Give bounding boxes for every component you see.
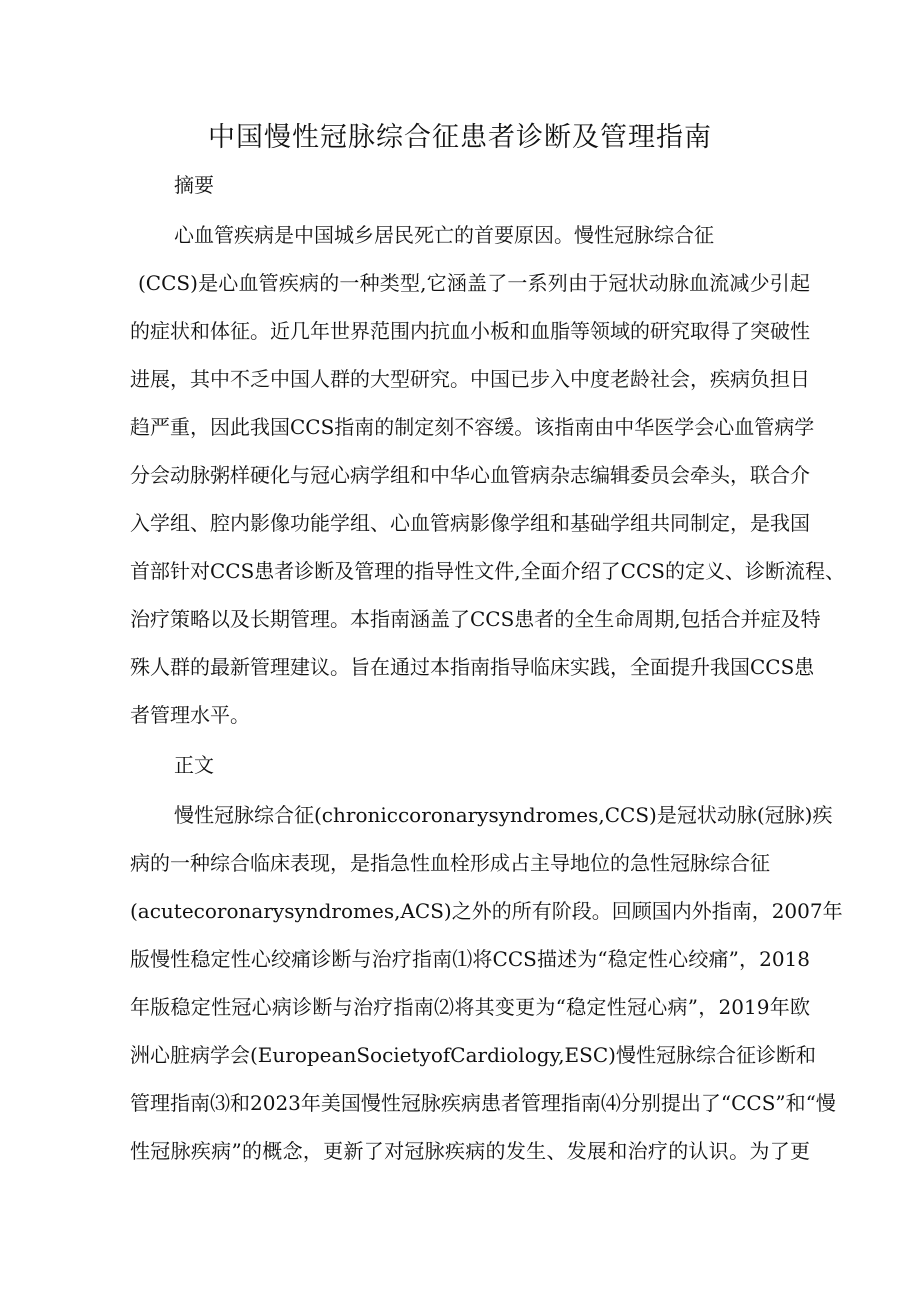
body-line: 慢性冠脉综合征(chroniccoronarysyndromes,CCS)是冠状动脉(冠脉)疾 (174, 803, 833, 827)
abstract-line: 分会动脉粥样硬化与冠心病学组和中华心血管病杂志编辑委员会牵头，联合介 (130, 463, 810, 487)
body-line: 管理指南⑶和2023年美国慢性冠脉疾病患者管理指南⑷分别提出了“CCS”和“慢 (130, 1091, 836, 1115)
document-title: 中国慢性冠脉综合征患者诊断及管理指南 (208, 122, 712, 153)
abstract-heading: 摘要 (174, 173, 214, 197)
abstract-line: 首部针对CCS患者诊断及管理的指导性文件,全面介绍了CCS的定义、诊断流程、 (130, 559, 845, 583)
abstract-line: 心血管疾病是中国城乡居民死亡的首要原因。慢性冠脉综合征 (174, 223, 714, 247)
abstract-line: 趋严重，因此我国CCS指南的制定刻不容缓。该指南由中华医学会心血管病学 (130, 415, 815, 439)
abstract-line: (CCS)是心血管疾病的一种类型,它涵盖了一系列由于冠状动脉血流减少引起 (138, 271, 810, 295)
body-line: 洲心脏病学会(EuropeanSocietyofCardiology,ESC)慢性冠脉综合征诊断和 (130, 1043, 816, 1067)
body-heading: 正文 (174, 753, 214, 777)
abstract-line: 殊人群的最新管理建议。旨在通过本指南指导临床实践，全面提升我国CCS患 (130, 655, 815, 679)
abstract-line: 入学组、腔内影像功能学组、心血管病影像学组和基础学组共同制定，是我国 (130, 511, 810, 535)
body-line: 版慢性稳定性心绞痛诊断与治疗指南⑴将CCS描述为“稳定性心绞痛”，2018 (130, 947, 810, 971)
body-line: 性冠脉疾病”的概念，更新了对冠脉疾病的发生、发展和治疗的认识。为了更 (130, 1139, 810, 1163)
abstract-line: 的症状和体征。近几年世界范围内抗血小板和血脂等领域的研究取得了突破性 (130, 319, 810, 343)
body-line: 病的一种综合临床表现，是指急性血栓形成占主导地位的急性冠脉综合征 (130, 851, 770, 875)
body-line: (acutecoronarysyndromes,ACS)之外的所有阶段。回顾国内外指南，2007年 (130, 899, 843, 923)
abstract-line: 者管理水平。 (130, 703, 250, 727)
abstract-line: 进展，其中不乏中国人群的大型研究。中国已步入中度老龄社会，疾病负担日 (130, 367, 810, 391)
abstract-line: 治疗策略以及长期管理。本指南涵盖了CCS患者的全生命周期,包括合并症及特 (130, 607, 821, 631)
body-line: 年版稳定性冠心病诊断与治疗指南⑵将其变更为“稳定性冠心病”，2019年欧 (130, 995, 810, 1019)
